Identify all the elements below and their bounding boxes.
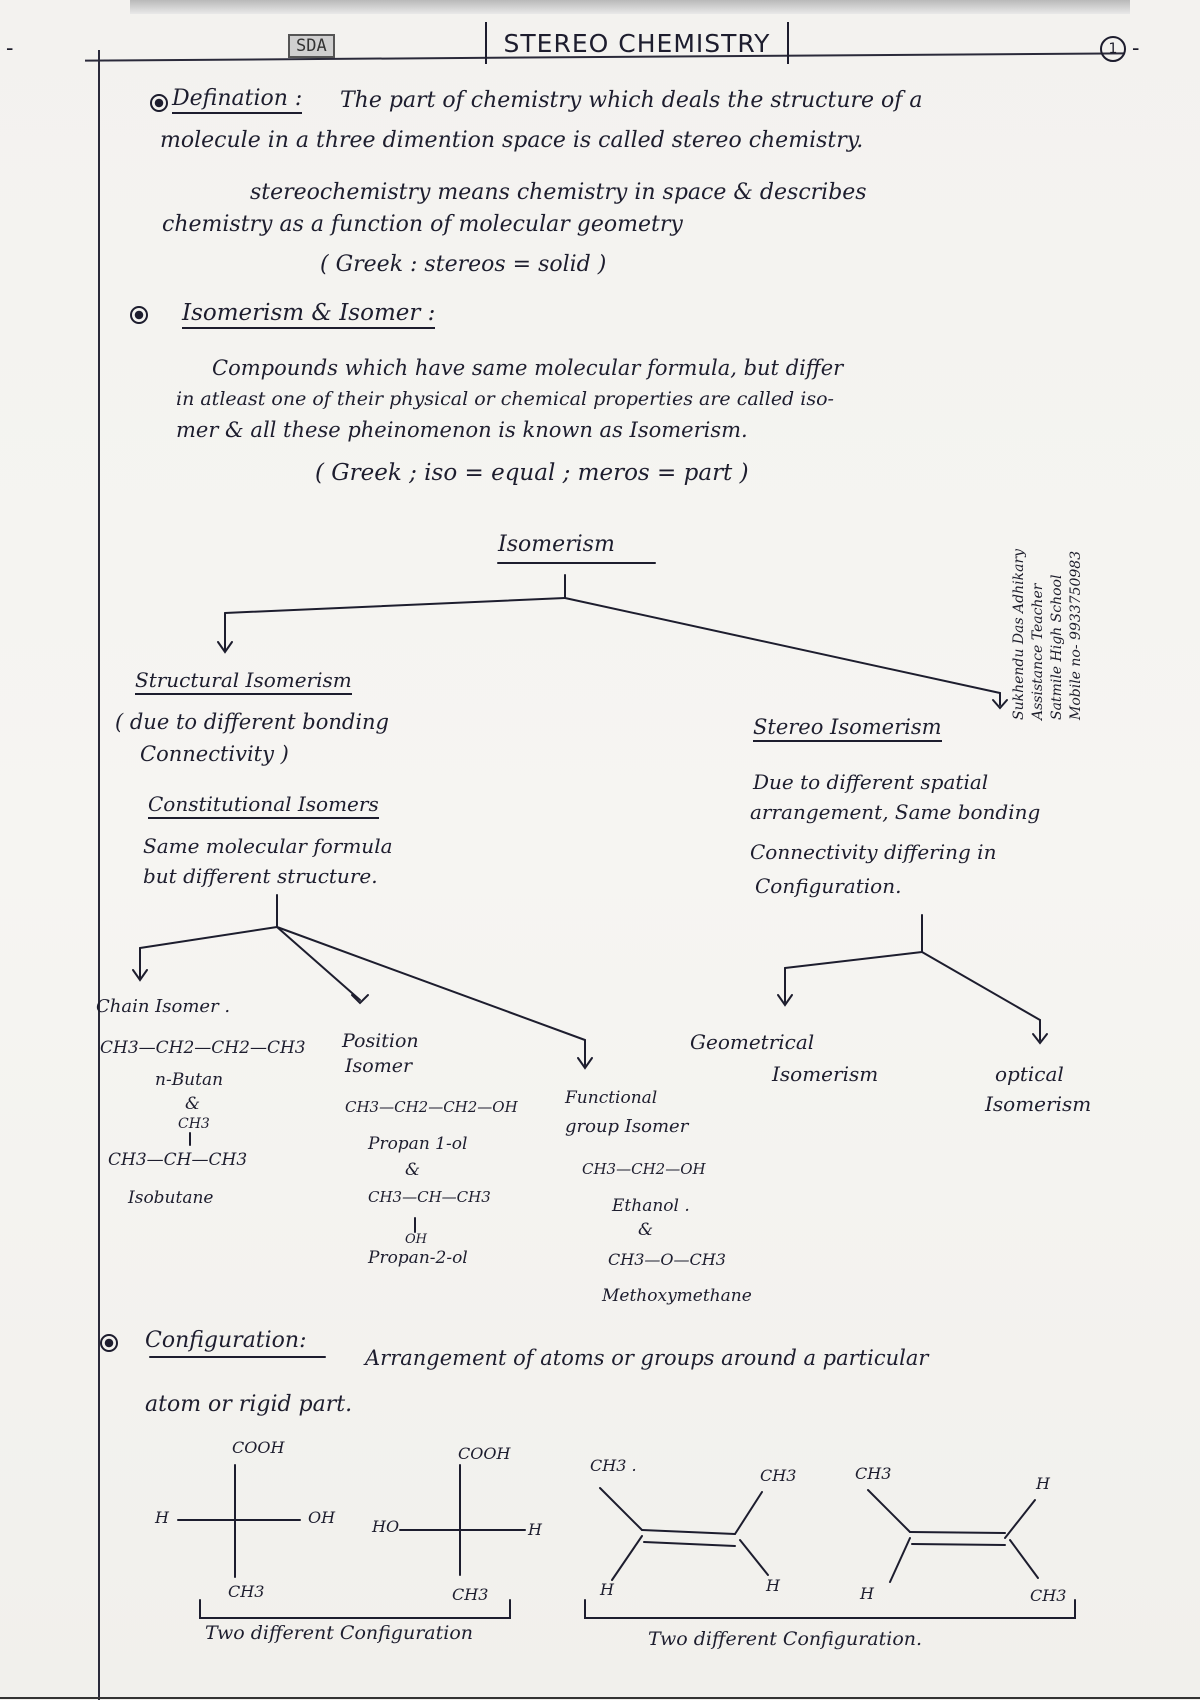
position-title-1: Position <box>342 1030 419 1052</box>
definition-line-1: The part of chemistry which deals the structure of a <box>340 88 923 113</box>
functional-formula-2: CH3—O—CH3 <box>608 1250 726 1269</box>
definition-label: Defination : <box>172 86 302 114</box>
author-role: Assistance Teacher <box>1030 583 1046 720</box>
fischer2-top: COOH <box>458 1444 511 1463</box>
alkene1-top-left: CH3 . <box>590 1456 637 1475</box>
position-title-2: Isomer <box>345 1055 413 1077</box>
alkene2-top-left: CH3 <box>855 1464 892 1483</box>
chain-name-2: Isobutane <box>128 1188 214 1208</box>
position-amp: & <box>405 1160 421 1180</box>
functional-name-1: Ethanol . <box>612 1196 690 1216</box>
chain-formula-2: CH3—CH—CH3 <box>108 1150 248 1170</box>
optical-line-2: Isomerism <box>985 1092 1092 1116</box>
position-oh: OH <box>405 1232 427 1247</box>
constitutional-desc-1: Same molecular formula <box>143 834 393 858</box>
chain-formula-1: CH3—CH2—CH2—CH3 <box>100 1038 306 1058</box>
fischer1-top: COOH <box>232 1438 285 1457</box>
position-formula-2: CH3—CH—CH3 <box>368 1188 491 1206</box>
functional-name-2: Methoxymethane <box>602 1286 752 1306</box>
chain-name-1: n-Butan <box>155 1070 224 1090</box>
alkene-caption: Two different Configuration. <box>648 1628 923 1650</box>
chain-title: Chain Isomer . <box>96 996 231 1017</box>
functional-formula-1: CH3—CH2—OH <box>582 1160 706 1178</box>
constitutional-desc-2: but different structure. <box>143 864 378 888</box>
fischer1-bottom: CH3 <box>228 1582 265 1601</box>
alkene2-top-right: H <box>1036 1474 1050 1493</box>
alkene2-bottom-right: CH3 <box>1030 1586 1067 1605</box>
stereo-desc-1: Due to different spatial <box>753 770 989 794</box>
alkene1-top-right: CH3 <box>760 1466 797 1485</box>
functional-amp: & <box>638 1220 654 1240</box>
isomerism-line-3: mer & all these pheinomenon is known as Isomerism. <box>176 418 748 442</box>
page-title: STEREO CHEMISTRY <box>485 22 789 64</box>
position-formula-1: CH3—CH2—CH2—OH <box>345 1098 518 1116</box>
constitutional-title: Constitutional Isomers <box>148 792 379 819</box>
bullet-icon <box>100 1334 118 1352</box>
definition-greek: ( Greek : stereos = solid ) <box>320 252 607 277</box>
fischer-caption: Two different Configuration <box>205 1622 474 1644</box>
isomerism-line-1: Compounds which have same molecular formula, but differ <box>212 356 844 380</box>
optical-line-1: optical <box>995 1062 1064 1086</box>
stereo-desc-4: Configuration. <box>755 874 902 898</box>
edge-dash-left: - <box>6 36 14 61</box>
fischer2-left: HO <box>372 1517 400 1536</box>
position-name-2: Propan-2-ol <box>368 1248 468 1268</box>
definition-line-3: stereochemistry means chemistry in space & describes <box>250 180 867 205</box>
fischer2-right: H <box>528 1520 542 1539</box>
structural-note-1: ( due to different bonding <box>115 710 390 734</box>
chain-amp: & <box>185 1094 201 1114</box>
tree-root: Isomerism <box>498 532 615 557</box>
stereo-desc-2: arrangement, Same bonding <box>750 800 1041 824</box>
sda-stamp: SDA <box>288 34 335 58</box>
alkene1-bottom-right: H <box>766 1576 780 1595</box>
alkene1-bottom-left: H <box>600 1580 614 1599</box>
author-school: Satmile High School <box>1049 574 1065 720</box>
position-name-1: Propan 1-ol <box>368 1134 468 1154</box>
fischer1-right: OH <box>308 1508 336 1527</box>
fischer1-left: H <box>155 1508 169 1527</box>
chain-branch: CH3 <box>178 1116 210 1132</box>
definition-line-4: chemistry as a function of molecular geometry <box>162 212 683 237</box>
stereo-title: Stereo Isomerism <box>753 715 942 742</box>
author-name: Sukhendu Das Adhikary <box>1011 548 1027 720</box>
alkene2-bottom-left: H <box>860 1584 874 1603</box>
definition-line-2: molecule in a three dimention space is called stereo chemistry. <box>160 128 864 153</box>
geometrical-line-1: Geometrical <box>690 1030 815 1054</box>
functional-title-2: group Isomer <box>565 1116 689 1137</box>
stereo-desc-3: Connectivity differing in <box>750 840 997 864</box>
configuration-label: Configuration: <box>145 1328 307 1353</box>
page-number: 1 <box>1100 36 1126 62</box>
structural-title: Structural Isomerism <box>135 668 352 695</box>
author-mobile: Mobile no- 9933750983 <box>1068 550 1084 720</box>
configuration-line-1: Arrangement of atoms or groups around a particular <box>365 1346 929 1370</box>
isomerism-label: Isomerism & Isomer : <box>182 300 435 329</box>
functional-title-1: Functional <box>565 1088 658 1108</box>
geometrical-line-2: Isomerism <box>772 1062 879 1086</box>
fischer2-bottom: CH3 <box>452 1585 489 1604</box>
isomerism-greek: ( Greek ; iso = equal ; meros = part ) <box>315 460 749 486</box>
structural-note-2: Connectivity ) <box>140 742 289 766</box>
edge-dash-right: - <box>1132 36 1140 61</box>
configuration-line-2: atom or rigid part. <box>145 1392 353 1417</box>
isomerism-line-2: in atleast one of their physical or chemical properties are called iso- <box>176 388 834 410</box>
